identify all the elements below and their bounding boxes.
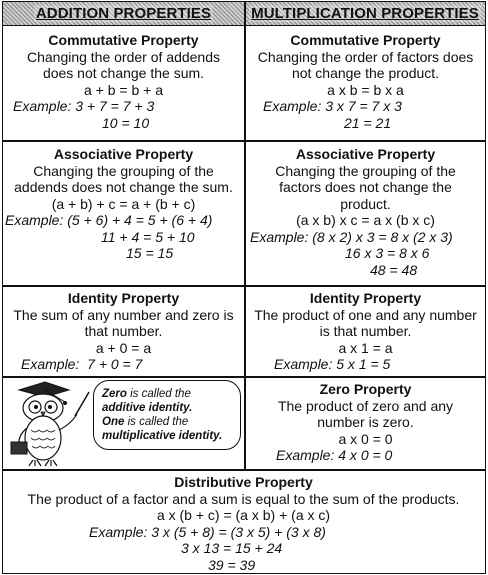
example-result: 39 = 39: [208, 556, 256, 573]
example-line: [3, 356, 244, 373]
example-expression: 4 x 0 = 0: [338, 447, 393, 463]
example-label: Example:: [13, 98, 72, 114]
identity-speech-bubble: [93, 380, 241, 450]
property-title: Commutative Property: [48, 32, 199, 48]
multiplication-header-label: MULTIPLICATION PROPERTIES: [251, 5, 479, 22]
example-expression: 3 x 7 = 7 x 3: [325, 98, 402, 114]
property-description: product.: [340, 195, 391, 212]
properties-chart: [2, 1, 486, 574]
addition-identity-cell: [3, 290, 244, 373]
example-expression: (8 x 2) x 3 = 8 x (2 x 3): [312, 228, 453, 245]
property-description: factors does not change the: [279, 179, 452, 195]
example-step: 16 x 3 = 8 x 6: [345, 245, 430, 261]
property-title: Distributive Property: [174, 474, 313, 490]
bubble-line: [102, 401, 234, 415]
multiplication-associative-cell: [246, 146, 485, 278]
bubble-multiplicative-identity: multiplicative identity.: [102, 430, 223, 442]
example-line: [246, 356, 485, 373]
bubble-text: is called the: [126, 388, 191, 400]
bubble-additive-identity: additive identity.: [102, 402, 193, 414]
property-description: addends does not change the sum.: [14, 179, 233, 195]
example-result: 15 = 15: [126, 245, 174, 261]
example-line: [246, 447, 485, 464]
example-line: [3, 98, 244, 115]
row-divider: [3, 140, 485, 142]
example-expression: 3 + 7 = 7 + 3: [75, 98, 155, 114]
example-label: Example:: [276, 447, 335, 463]
bubble-zero: Zero: [102, 388, 127, 400]
multiplication-identity-cell: [246, 290, 485, 373]
example-label: Example:: [263, 98, 322, 114]
property-formula: a x 0 = 0: [338, 430, 393, 447]
property-description: number is zero.: [317, 414, 414, 430]
property-title: Identity Property: [67, 290, 180, 306]
example-label: Example:: [89, 523, 148, 540]
example-line: [3, 212, 244, 229]
property-title: Zero Property: [319, 381, 412, 397]
property-description: The product of one and any number: [254, 306, 477, 323]
owl-teacher-illustration: [5, 380, 95, 470]
bubble-one: One: [102, 416, 125, 428]
example-line: [3, 524, 484, 541]
property-description: Changing the grouping of the: [33, 162, 214, 179]
example-label: Example:: [274, 356, 333, 372]
bubble-line: [102, 415, 234, 429]
multiplication-commutative-cell: [246, 32, 485, 131]
example-line: [246, 229, 485, 246]
example-result: 10 = 10: [102, 114, 150, 131]
property-description: Changing the order of factors does: [257, 48, 474, 65]
bubble-line: [102, 429, 234, 443]
property-description: Changing the grouping of the: [275, 162, 456, 179]
example-line: [246, 98, 485, 115]
addition-header: [3, 2, 244, 26]
distributive-property-cell: [3, 474, 484, 573]
addition-header-label: ADDITION PROPERTIES: [35, 5, 212, 22]
property-formula: a + b = b + a: [83, 81, 163, 98]
zero-property-cell: [246, 381, 485, 464]
property-description: is that number.: [319, 323, 412, 339]
property-description: not change the product.: [291, 65, 440, 81]
property-formula: (a + b) + c = a + (b + c): [51, 195, 196, 212]
property-title: Identity Property: [309, 290, 422, 306]
bubble-line: [102, 387, 234, 401]
multiplication-header: [246, 2, 485, 26]
property-description: The product of zero and any: [277, 397, 454, 414]
addition-associative-cell: [3, 146, 244, 262]
row-divider: [3, 285, 485, 287]
row-divider: [3, 376, 485, 378]
property-formula: a x (b + c) = (a x b) + (a x c): [156, 507, 331, 523]
example-step: 3 x 13 = 15 + 24: [181, 540, 283, 556]
property-formula: a x b = b x a: [327, 81, 404, 98]
property-description: that number.: [84, 323, 163, 339]
example-expression: 7 + 0 = 7: [87, 356, 143, 372]
example-result: 48 = 48: [370, 261, 418, 278]
property-description: The product of a factor and a sum is equal to the sum of the products.: [27, 490, 460, 507]
property-formula: a + 0 = a: [95, 339, 152, 356]
property-description: Changing the order of addends: [26, 48, 221, 65]
addition-commutative-cell: [3, 32, 244, 131]
property-description: does not change the sum.: [42, 65, 205, 81]
property-title: Associative Property: [53, 146, 194, 162]
example-label: Example:: [21, 356, 80, 372]
example-expression: 5 x 1 = 5: [336, 356, 391, 372]
example-expression: 3 x (5 + 8) = (3 x 5) + (3 x 8): [151, 523, 326, 540]
property-formula: (a x b) x c = a x (b x c): [296, 212, 435, 228]
example-label: Example:: [250, 228, 309, 245]
example-step: 11 + 4 = 5 + 10: [101, 228, 195, 245]
property-title: Commutative Property: [290, 32, 441, 48]
bubble-text: is called the: [124, 416, 189, 428]
property-description: The sum of any number and zero is: [13, 306, 234, 323]
property-title: Associative Property: [295, 146, 436, 162]
property-formula: a x 1 = a: [338, 339, 393, 356]
example-result: 21 = 21: [344, 114, 392, 131]
example-expression: (5 + 6) + 4 = 5 + (6 + 4): [67, 212, 213, 228]
example-label: Example:: [5, 212, 64, 228]
